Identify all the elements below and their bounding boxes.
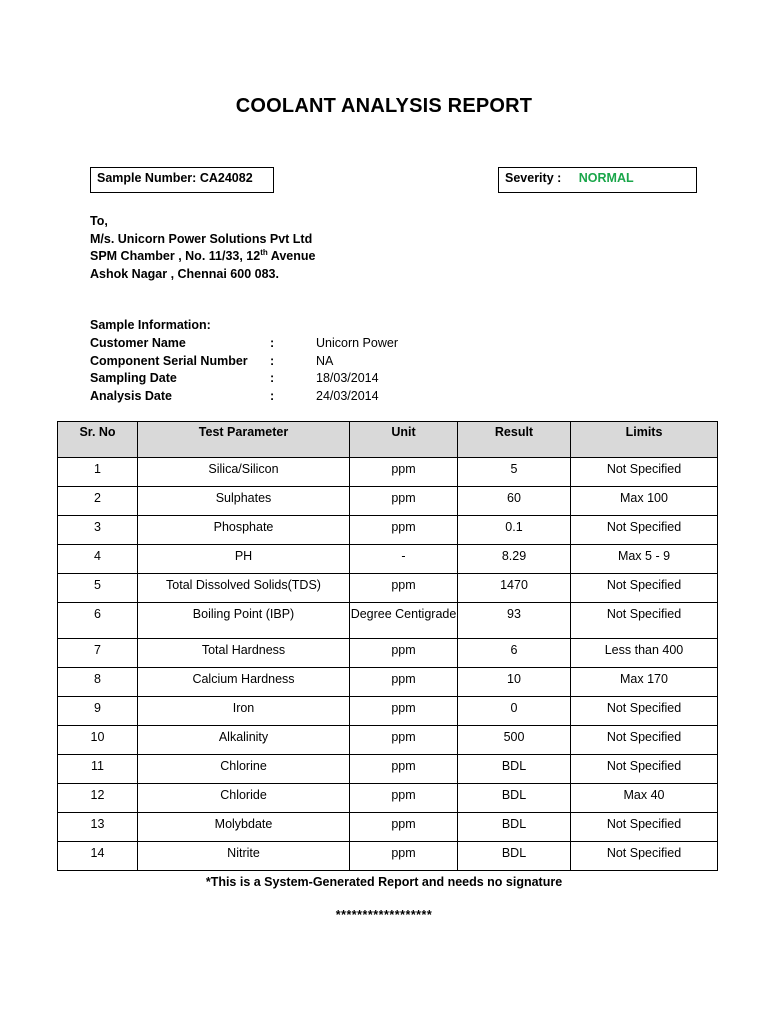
limits-cell: Max 170 [571, 668, 718, 697]
column-header: Sr. No [58, 422, 138, 458]
test-parameter-cell: Total Dissolved Solids(TDS) [138, 574, 350, 603]
table-row [58, 639, 718, 668]
info-separator: : [270, 371, 275, 385]
test-parameter-cell: Chlorine [138, 755, 350, 784]
recipient-address [90, 213, 315, 283]
unit-cell: ppm [350, 842, 458, 871]
table-row [58, 668, 718, 697]
unit-cell: ppm [350, 784, 458, 813]
unit-cell: ppm [350, 639, 458, 668]
address-to: To, [90, 214, 108, 228]
info-value: 18/03/2014 [316, 371, 379, 385]
result-cell: BDL [458, 813, 571, 842]
sr-no-cell: 13 [58, 813, 138, 842]
result-cell: 93 [458, 603, 571, 639]
table-row [58, 516, 718, 545]
info-value: 24/03/2014 [316, 388, 379, 403]
unit-cell: ppm [350, 726, 458, 755]
table-row [58, 784, 718, 813]
info-value: Unicorn Power [316, 336, 398, 350]
sample-info-row [90, 371, 490, 389]
sr-no-cell: 7 [58, 639, 138, 668]
test-parameter-cell: Phosphate [138, 516, 350, 545]
limits-cell: Not Specified [571, 516, 718, 545]
address-company: M/s. Unicorn Power Solutions Pvt Ltd [90, 231, 313, 246]
sr-no-cell: 10 [58, 726, 138, 755]
test-parameter-cell: Calcium Hardness [138, 668, 350, 697]
limits-cell: Max 5 - 9 [571, 545, 718, 574]
report-title: COOLANT ANALYSIS REPORT [235, 95, 533, 117]
severity-label: Severity : [505, 171, 562, 185]
result-cell: BDL [458, 755, 571, 784]
unit-cell: - [350, 545, 458, 574]
sample-info-row [90, 336, 490, 354]
sr-no-cell: 11 [58, 755, 138, 784]
table-row [58, 697, 718, 726]
table-row [58, 726, 718, 755]
table-row [58, 813, 718, 842]
table-row [58, 842, 718, 871]
unit-cell: Degree Centigrade [350, 603, 458, 639]
table-header-row [58, 422, 718, 458]
info-separator: : [270, 353, 275, 368]
limits-cell: Not Specified [571, 458, 718, 487]
limits-cell: Not Specified [571, 603, 718, 639]
table-row [58, 603, 718, 639]
table-row [58, 755, 718, 784]
sample-number-value: CA24082 [199, 171, 253, 185]
address-line2: Ashok Nagar , Chennai 600 083. [90, 266, 279, 281]
test-parameter-cell: PH [138, 545, 350, 574]
limits-cell: Not Specified [571, 697, 718, 726]
unit-cell: ppm [350, 516, 458, 545]
test-parameter-cell: Chloride [138, 784, 350, 813]
limits-cell: Not Specified [571, 842, 718, 871]
sr-no-cell: 5 [58, 574, 138, 603]
result-cell: 6 [458, 639, 571, 668]
test-parameter-cell: Silica/Silicon [138, 458, 350, 487]
test-parameter-cell: Molybdate [138, 813, 350, 842]
sr-no-cell: 14 [58, 842, 138, 871]
sr-no-cell: 2 [58, 487, 138, 516]
table-row [58, 458, 718, 487]
result-cell: 8.29 [458, 545, 571, 574]
limits-cell: Max 100 [571, 487, 718, 516]
sample-info-row [90, 389, 490, 407]
unit-cell: ppm [350, 574, 458, 603]
test-parameter-cell: Alkalinity [138, 726, 350, 755]
info-label: Component Serial Number [90, 353, 248, 368]
test-parameter-cell: Nitrite [138, 842, 350, 871]
unit-cell: ppm [350, 668, 458, 697]
sample-info-row [90, 354, 490, 372]
limits-cell: Less than 400 [571, 639, 718, 668]
result-cell: 0.1 [458, 516, 571, 545]
result-cell: 60 [458, 487, 571, 516]
test-parameter-cell: Total Hardness [138, 639, 350, 668]
limits-cell: Max 40 [571, 784, 718, 813]
result-cell: 1470 [458, 574, 571, 603]
test-parameter-cell: Iron [138, 697, 350, 726]
sr-no-cell: 9 [58, 697, 138, 726]
column-header: Test Parameter [138, 422, 350, 458]
end-marker: ****************** [335, 908, 433, 922]
table-body [58, 458, 718, 871]
footnote: *This is a System-Generated Report and needs no signature [205, 875, 563, 889]
unit-cell: ppm [350, 487, 458, 516]
sr-no-cell: 4 [58, 545, 138, 574]
column-header: Limits [571, 422, 718, 458]
sr-no-cell: 3 [58, 516, 138, 545]
table-row [58, 545, 718, 574]
sr-no-cell: 6 [58, 603, 138, 639]
unit-cell: ppm [350, 813, 458, 842]
limits-cell: Not Specified [571, 726, 718, 755]
result-cell: 500 [458, 726, 571, 755]
limits-cell: Not Specified [571, 574, 718, 603]
column-header: Unit [350, 422, 458, 458]
sr-no-cell: 1 [58, 458, 138, 487]
unit-cell: ppm [350, 697, 458, 726]
address-line1: SPM Chamber , No. 11/33, 12th Avenue [90, 248, 316, 263]
table-row [58, 487, 718, 516]
result-cell: 0 [458, 697, 571, 726]
sample-number-box [90, 167, 274, 193]
info-label: Analysis Date [90, 388, 172, 403]
unit-cell: ppm [350, 755, 458, 784]
sample-info-heading: Sample Information: [90, 318, 211, 332]
table-row [58, 574, 718, 603]
info-label: Customer Name [90, 336, 186, 350]
test-parameter-cell: Sulphates [138, 487, 350, 516]
info-separator: : [270, 336, 275, 350]
info-separator: : [270, 388, 275, 403]
severity-value: NORMAL [578, 171, 634, 185]
info-label: Sampling Date [90, 371, 177, 385]
sr-no-cell: 8 [58, 668, 138, 697]
info-value: NA [316, 353, 334, 368]
test-parameter-cell: Boiling Point (IBP) [138, 603, 350, 639]
sr-no-cell: 12 [58, 784, 138, 813]
result-cell: 10 [458, 668, 571, 697]
results-table [57, 421, 718, 871]
sample-number-label: Sample Number: [97, 171, 197, 185]
limits-cell: Not Specified [571, 813, 718, 842]
severity-box [498, 167, 697, 193]
limits-cell: Not Specified [571, 755, 718, 784]
result-cell: BDL [458, 842, 571, 871]
result-cell: 5 [458, 458, 571, 487]
column-header: Result [458, 422, 571, 458]
unit-cell: ppm [350, 458, 458, 487]
result-cell: BDL [458, 784, 571, 813]
